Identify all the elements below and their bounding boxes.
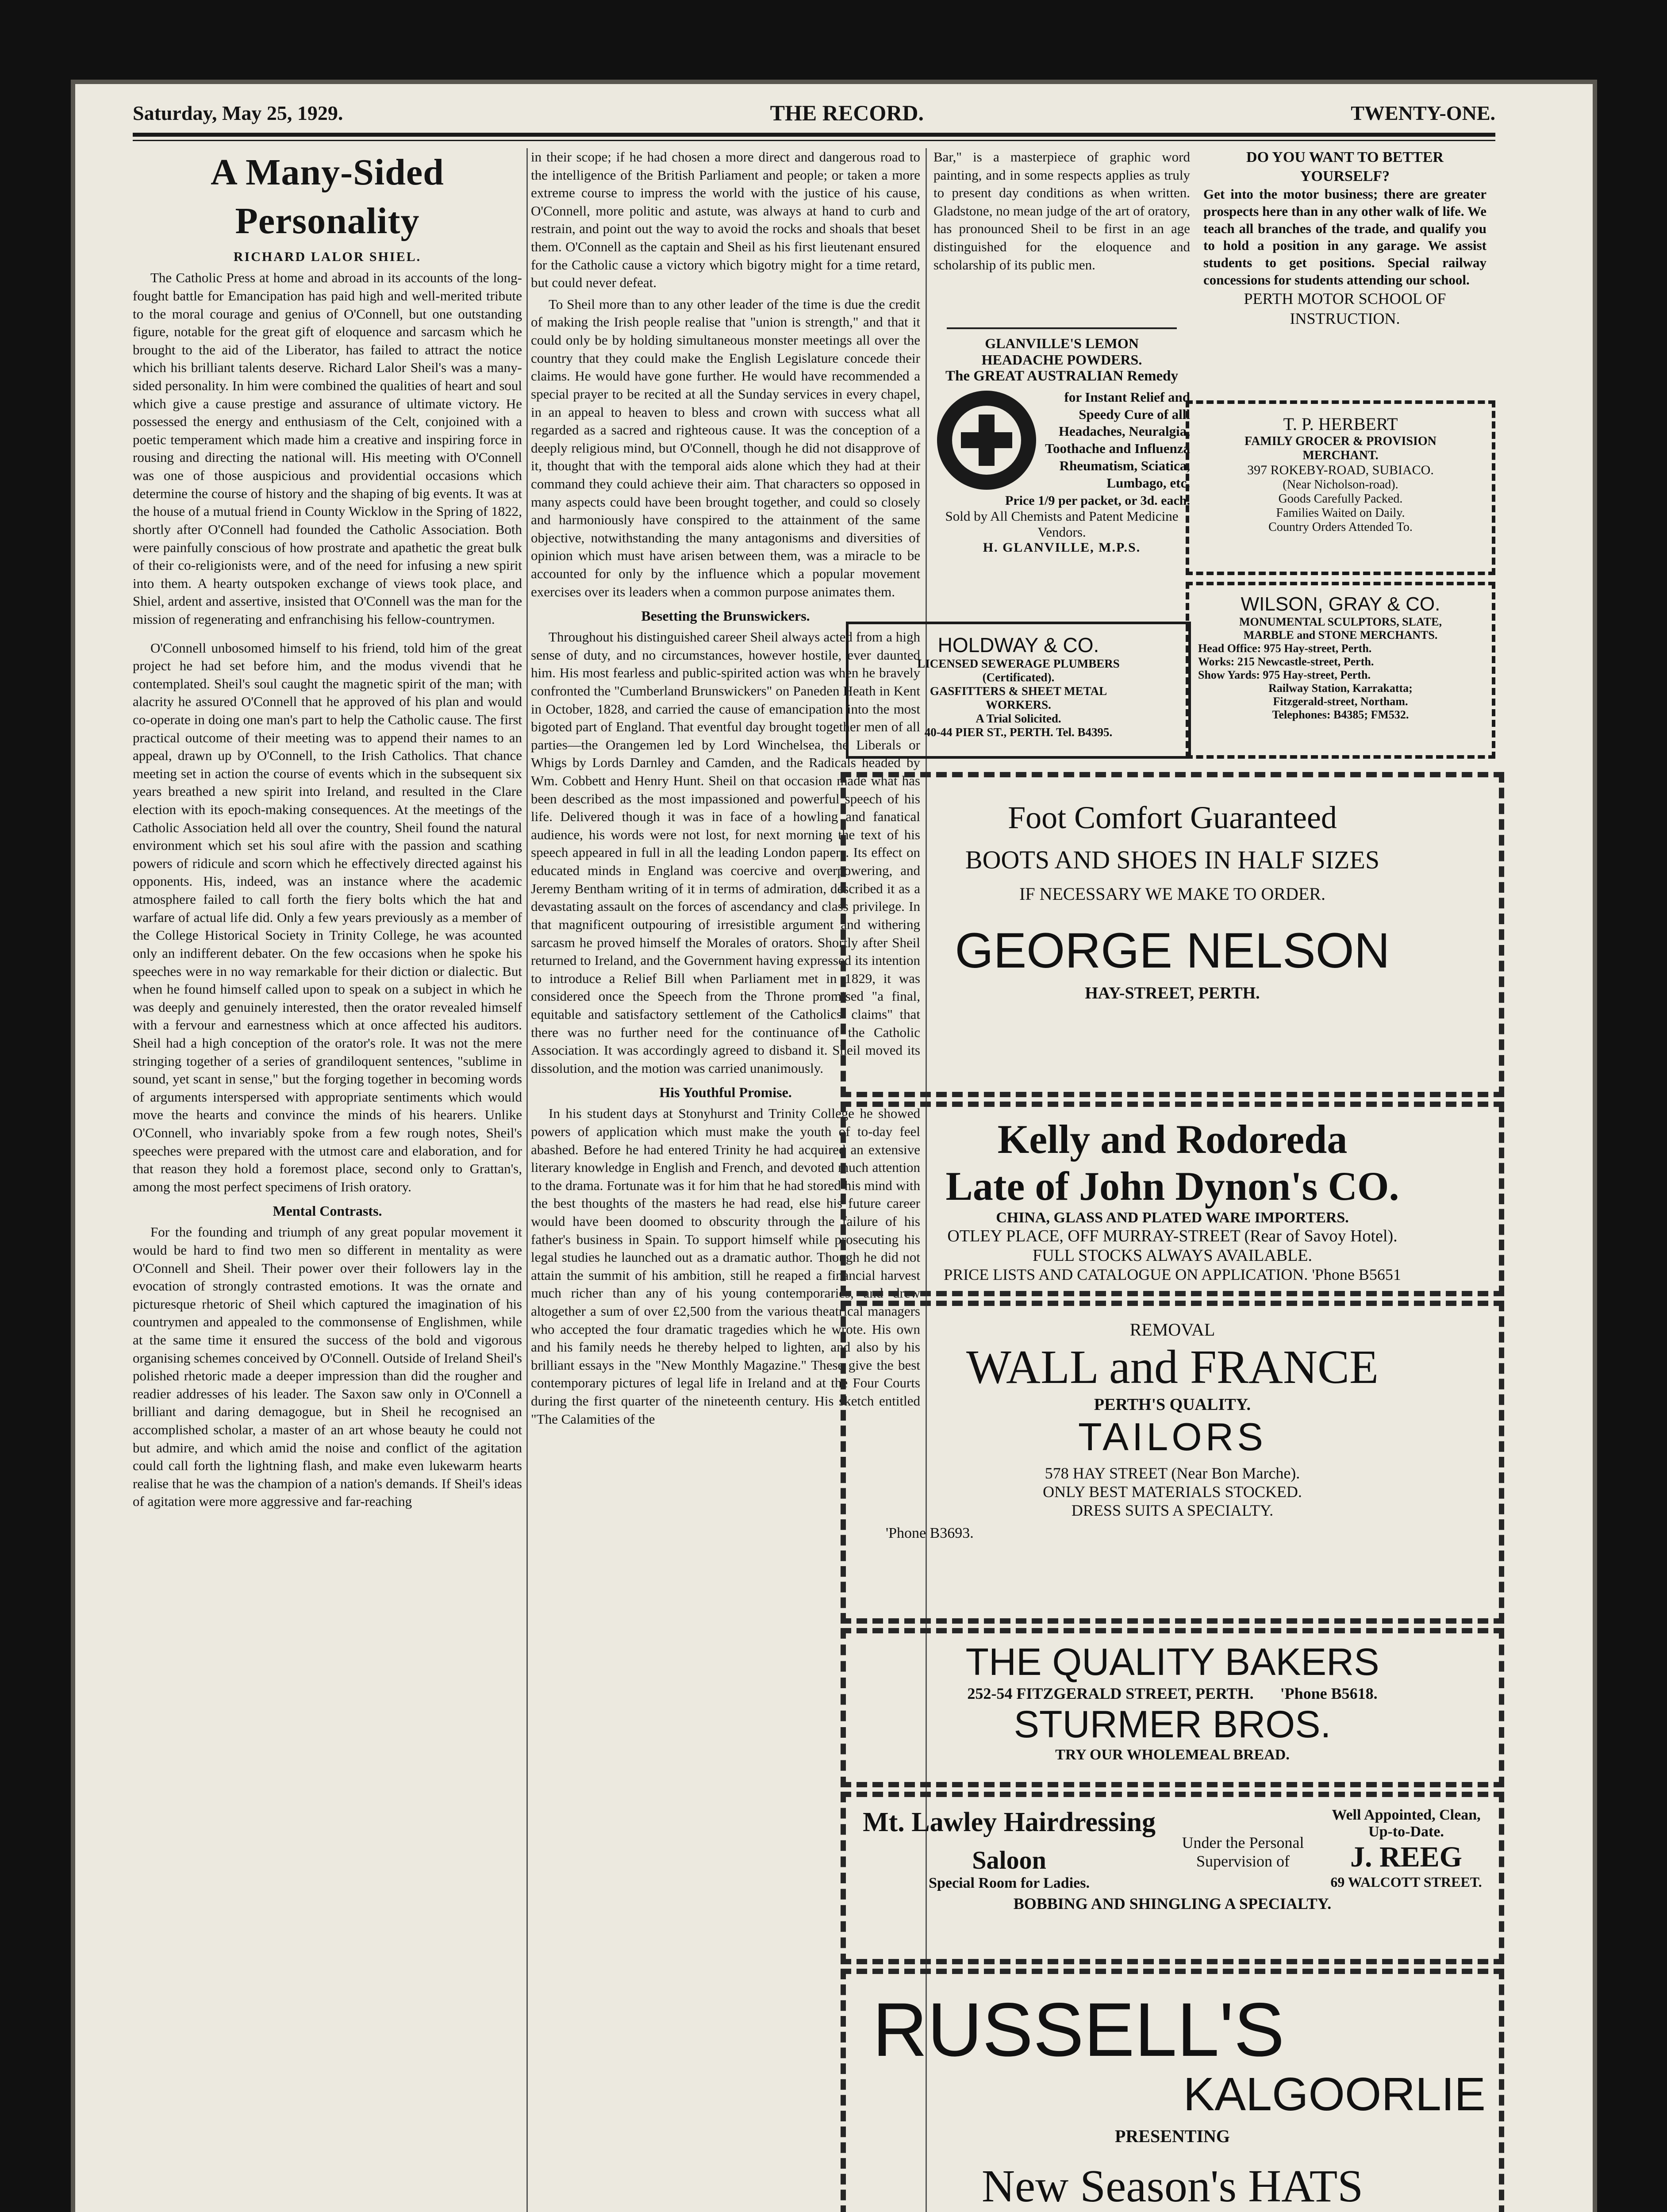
kelly-line-4: PRICE LISTS AND CATALOGUE ON APPLICATION. 'Phone B5651 [944,1266,1401,1283]
ad-holdway [846,622,1191,759]
article-paragraph: For the founding and triumph of any great popular movement it would be hard to find two men so different in mentality as were O'Connell and Sheil. Their power over their followers lay in the evocation of strongly contrasted emotions. It was the ornate and picturesque rhetoric of Sheil which captured the imagination of his countrymen and appealed to the commonsense of Englishmen, while at the same time it ensured the success of the bold and vigorous organising schemes conceived by O'Connell. Outside of Ireland Sheil's polished rhetoric made a deeper impression than did the rougher and readier addresses of his leader. The Saxon saw only in O'Connell a brilliant and daring demagogue, but in Sheil he recognised an accomplished scholar, a master of an art whose beauty he could not but admire, and which amid the noise and conflict of the agitation could call forth the lightning flash, and make even lukewarm hearts realise that he was the champion of a nation's demands. If Sheil's ideas of agitation were more aggressive and far-reaching [133,1224,522,1509]
holdway-line-6: 40-44 PIER ST., PERTH. Tel. B4395. [924,726,1113,739]
ad-wilson-gray [1186,582,1495,759]
holdway-line-3: GASFITTERS & SHEET METAL [930,684,1107,698]
article-paragraph: In his student days at Stonyhurst and Trinity College he showed powers of application which must make the youth of to-day feel abashed. Before he had entered Trinity he had acquired an extensive literary knowledge in English and French, and devoted much attention to the drama. Fortunate was it for him that he had stored his mind with the best thoughts of the masters he had read, else his future career would have been doomed to obscurity through the failure of his father's business in Spain. To support himself while prosecuting his legal studies he launched out as a dramatic author. Though he did not attain the summit of his ambition, still he reaped a financial harvest much richer than any of his young contemporaries, and drew altogether a sum of over £2,500 from the various theatrical managers who accepted the four dramatic tragedies which he wrote. His own and his family needs he thereby helped to lighten, and also by his brilliant essays in the "New Monthly Magazine." These give the best contemporary pictures of legal life in Ireland and at the Four Courts during the first quarter of the nineteenth century. His sketch entitled "The Calamities of the [531,1106,920,1427]
masthead-rule [133,133,1495,137]
ad-russells [841,1969,1504,2212]
article-headline: A Many-Sided Personality [211,152,444,242]
glanville-price: Price 1/9 per packet, or 3d. each. [1005,493,1190,508]
article-paragraph: O'Connell unbosomed himself to his friend, told him of the great project he had set before him, and the modus vivendi that he contemplated. Sheil's soul caught the magnetic spirit of the man; with alacrity he assured O'Connell that he approved of his plan and would co-operate in doing one man's part to help the Catholic cause. The first practical outcome of their meeting was to append their names to an appeal, drawn up by O'Connell, to the Irish Catholics. That chance meeting set in action the course of events which in the subsequent six years breathed a new spirit into Ireland, and resulted in the Clare election with its epoch-making consequences. At the meetings of the Catholic Association held all over the country, Sheil found the natural environment which set his soul afire with the passion and scathing powers of ridicule and scorn which he effectively directed against his opponents. His, indeed, was an instance where the academic atmosphere failed to call forth the fiery bolts which the hat and warfare of actual life did. Only a few years previously as a member of the College Historical Society in Trinity College, he was acounted only an indifferent debater. On the few occasions when he spoke his speeches were in no way remarkable for their diction or dialectic. But when he found himself called upon to speak on a subject in which he was deeply and genuinely interested, then the orator revealed himself with a fervour and earnestness which at once affected his auditors. Sheil had a high conception of the orator's role. It was not the mere stringing together of a series of grandiloquent sentences, "sublime in sound, yet scant in sense," but the forging together in becoming words of arguments interspersed with appropriate sentiments which would move the hearts and convince the minds of his hearers. Unlike O'Connell, who invariably spoke from a few rough notes, Sheil's speeches were prepared with the utmost care and elaboration, and for that reason they hold a foremost place, second only to Grattan's, among the most perfect specimens of Irish oratory. [133,640,522,1194]
reeg-name: J. REEG [1350,1841,1463,1873]
ad-quality-bakers [841,1628,1504,1787]
reeg-right-2: Up-to-Date. [1368,1824,1444,1840]
russells-town: KALGOORLIE [1183,2068,1486,2120]
glanville-sold: Sold by All Chemists and Patent Medicine Vendors. [945,508,1179,540]
subhead-brunswickers: Besetting the Brunswickers. [641,608,810,624]
russells-presenting: PRESENTING [1114,2126,1230,2146]
nelson-name: GEORGE NELSON [955,923,1390,978]
glanville-title-2: HEADACHE POWDERS. [981,352,1142,368]
ad-kelly-rodoreda [841,1102,1504,1296]
article-paragraph: To Sheil more than to any other leader of the time is due the credit of making the Irish people realise that "union is strength," and that it could only be by holding simultaneous monster meetings all over the country that they could make the English Legislature concede their claims. He would have gone further. He would have recommended a special prayer to be recited at all the Sunday services in every chapel, in an appeal to heaven to bless and crown with success what all regarded as a sacred and righteous cause. It was the conception of a deeply religious mind, but O'Connell, though he did not disapprove of it, thought that with the temporal aids alone which they had at their command they could achieve their aim. That characters so opposed in many aspects could have been brought together, and could so closely and harmoniously have conspired to the attainment of the same objective, notwithstanding the many antagonisms and diversities of opinion which must have arisen between them, was a miracle to be accounted for only by the influence which a popular movement exercises over its leaders when a common purpose animates them. [531,296,920,599]
article-column-1 [133,148,522,2212]
herbert-line-4: (Near Nicholson-road). [1283,478,1398,492]
russells-name: RUSSELL'S [872,1987,1285,2072]
divider [947,327,1177,329]
kelly-line-3: FULL STOCKS ALWAYS AVAILABLE. [1032,1246,1313,1265]
glanville-text: for Instant Relief and Speedy Cure of alll Headaches, Neuralgia, Toothache and Influenza Rheumatism, Sciatica, Lumbago, etc. [1045,389,1190,491]
wilson-line-8: Telephones: B4385; FM532. [1272,708,1409,721]
wilson-line-7: Fitzgerald-street, Northam. [1273,695,1408,708]
wall-quality: PERTH'S QUALITY. [1094,1395,1251,1414]
masthead-title: THE RECORD. [770,100,924,125]
holdway-line-4: WORKERS. [986,698,1051,711]
article-column-3 [933,148,1190,325]
motor-title-1: DO YOU WANT TO BETTER [1246,149,1444,165]
motor-text: Get into the motor business; there are greater prospects here than in any other walk of life. We teach all branches of the trade, and qualify you to hold a position in any garage. We assist students to get positions. Special railway concessions for students attending our school. [1203,186,1486,288]
wall-line-3: DRESS SUITS A SPECIALTY. [1071,1502,1274,1519]
reeg-right-1: Well Appointed, Clean, [1332,1807,1481,1823]
ad-herbert [1186,400,1495,575]
reeg-title-1: Mt. Lawley Hairdressing [863,1807,1156,1837]
kelly-line-2: OTLEY PLACE, OFF MURRAY-STREET (Rear of Savoy Hotel). [947,1227,1398,1245]
bakers-phone: 'Phone B5618. [1280,1685,1378,1702]
wilson-name: WILSON, GRAY & CO. [1241,593,1440,615]
reeg-middle-2: Supervision of [1196,1852,1290,1870]
wilson-line-2: MARBLE and STONE MERCHANTS. [1243,629,1438,641]
nelson-title-3: IF NECESSARY WE MAKE TO ORDER. [1019,884,1325,904]
herbert-line-5: Goods Carefully Packed. [1278,492,1403,506]
wilson-line-6: Railway Station, Karrakatta; [1268,682,1413,695]
kelly-title-1: Kelly and Rodoreda [997,1117,1348,1162]
herbert-line-3: 397 ROKEBY-ROAD, SUBIACO. [1247,463,1434,477]
wall-line-1: 578 HAY STREET (Near Bon Marche). [1045,1464,1300,1482]
russells-hats: New Season's HATS [981,2161,1364,2212]
bakers-tagline: TRY OUR WHOLEMEAL BREAD. [1055,1747,1290,1763]
wilson-line-5: Show Yards: 975 Hay-street, Perth. [1198,668,1371,681]
masthead [133,95,1495,131]
wall-name: WALL and FRANCE [966,1341,1379,1394]
article-byline: RICHARD LALOR SHIEL. [233,250,422,265]
glanville-maker: H. GLANVILLE, M.P.S. [983,540,1141,555]
bakers-address: 252-54 FITZGERALD STREET, PERTH. [967,1685,1254,1702]
nelson-title-2: BOOTS AND SHOES IN HALF SIZES [965,845,1380,874]
reeg-address: 69 WALCOTT STREET. [1330,1874,1482,1890]
wall-line-2: ONLY BEST MATERIALS STOCKED. [1043,1483,1302,1501]
herbert-name: T. P. HERBERT [1283,414,1398,434]
masthead-rule-thin [133,140,1495,141]
glanville-title-1: GLANVILLE'S LEMON [985,335,1139,351]
masthead-page: TWENTY-ONE. [1351,101,1495,124]
motor-school-name: PERTH MOTOR SCHOOL OF INSTRUCTION. [1244,289,1446,327]
article-paragraph: Throughout his distinguished career Sheil always acted from a high sense of duty, and no circumstances, however hostile, ever daunted him. His most fearless and public-spirited action was when he bravely confronted the "Cumberland Brunswickers" on Paneden Heath in Kent in October, 1828, and carried the cause of emancipation into the most bigoted part of England. That eventful day brought together men of all parties—the Orangemen led by Lord Winchelsea, the Liberals or Whigs by Lords Darnley and Camden, and the Radicals headed by Wm. Cobbett and Henry Hunt. Sheil on that occasion made what has been described as the most impassioned and powerful speech of his life. Delivered though it was in face of a howling and fanatical audience, his words were not lost, for next morning the text of his speech appeared in full in all the leading London papers. Its effect on educated minds in England was coercive and overpowering, and Jeremy Bentham writing of it in terms of admiration, described it as a devastating assault on the forces of ascendancy and class privilege. In that magnificent outpouring of irresistible argument and withering sarcasm he proved himself the Morales of orators. Shortly after Sheil returned to Ireland, and the Government having expressed its intention to introduce a Relief Bill when Parliament met in 1829, it was considered once the Speech from the Throne promised "a final, equitable and satisfactory settlement of the Catholics' claims" that there was no further need for the continuance of the Catholic Association. It was accordingly agreed to disband it. Sheil moved its dissolution, and the motion was carried unanimously. [531,629,920,1076]
wall-tailors: TAILORS [1078,1415,1267,1459]
bakers-name: STURMER BROS. [1014,1703,1331,1746]
holdway-line-5: A Trial Solicited. [976,712,1061,725]
herbert-line-1: FAMILY GROCER & PROVISION [1244,434,1437,448]
herbert-line-6: Families Waited on Daily. [1276,506,1405,520]
security-seal-icon [933,387,1040,493]
ad-motor-school [1203,148,1486,389]
herbert-line-7: Country Orders Attended To. [1268,520,1413,534]
wall-phone: 'Phone B3693. [886,1525,974,1541]
holdway-line-2: (Certificated). [982,671,1055,684]
reeg-tagline: BOBBING AND SHINGLING A SPECIALTY. [1013,1895,1332,1912]
nelson-address: HAY-STREET, PERTH. [1085,984,1260,1002]
masthead-date: Saturday, May 25, 1929. [133,101,343,124]
ad-reeg-hairdressing [841,1792,1504,1964]
glanville-line-1: The GREAT AUSTRALIAN Remedy [945,368,1178,384]
bakers-title: THE QUALITY BAKERS [965,1641,1379,1683]
subhead-mental-contrasts: Mental Contrasts. [273,1203,382,1219]
wilson-line-4: Works: 215 Newcastle-street, Perth. [1198,655,1374,668]
holdway-name: HOLDWAY & CO. [937,634,1099,657]
ad-glanville [933,327,1190,615]
wilson-line-1: MONUMENTAL SCULPTORS, SLATE, [1239,615,1442,628]
subhead-youthful-promise: His Youthful Promise. [659,1084,792,1101]
article-paragraph: Bar," is a masterpiece of graphic word painting, and in some respects applies as truly to present day conditions as when written. Gladstone, no mean judge of the art of oratory, has pronounced Sheil to be first in an age distinguished for the eloquence and scholarship of its public men. [933,149,1190,273]
reeg-middle-1: Under the Personal [1182,1834,1304,1851]
ad-wall-france [841,1301,1504,1624]
holdway-line-1: LICENSED SEWERAGE PLUMBERS [917,657,1120,670]
wall-removal: REMOVAL [1129,1320,1215,1340]
kelly-title-2: Late of John Dynon's CO. [945,1164,1399,1209]
kelly-line-1: CHINA, GLASS AND PLATED WARE IMPORTERS. [996,1210,1349,1226]
wilson-line-3: Head Office: 975 Hay-street, Perth. [1198,642,1372,655]
motor-title-2: YOURSELF? [1300,168,1390,184]
reeg-title-2: Saloon [972,1846,1046,1874]
nelson-title-1: Foot Comfort Guaranteed [1008,800,1337,835]
ad-george-nelson [841,772,1504,1097]
article-paragraph: in their scope; if he had chosen a more direct and dangerous road to the intelligence of the British Parliament and people; or taken a more extreme course to impress the world with the justice of his cause, O'Connell, more politic and astute, was always at hand to curb and restrain, and point out the way to avoid the rocks and shoals that beset them. O'Connell as the captain and Sheil as his first lieutenant ensured for the Catholic cause a victory which bigotry might for a time retard, but could never defeat. [531,149,920,291]
column-rule [526,148,528,2212]
herbert-line-2: MERCHANT. [1302,449,1379,462]
reeg-line-1: Special Room for Ladies. [929,1875,1090,1891]
article-paragraph: The Catholic Press at home and abroad in its accounts of the long-fought battle for Emancipation has paid high and well-merited tribute to the moral courage and genius of O'Connell, but one outstanding figure, notable for the great gift of eloquence and sarcasm which he brought to the aid of the Liberator, has failed to attract the notice which his brilliant talents deserve. Richard Lalor Sheil's was a many-sided personality. In him were combined the qualities of heart and soul which give a cause prestige and assurance of ultimate victory. He possessed the energy and enthusiasm of the Celt, conjoined with a poetic temperament which made him a creative and inspiring force in rousing and directing the national will. His meeting with O'Connell was one of those auspicious and providential occasions which determine the course of history and the shaping of big events. It was at the house of a mutual friend in County Wicklow in the Spring of 1822, shortly after O'Connell had founded the Catholic Association. Both were painfully conscious of how prostrate and apathetic the great bulk of their co-religionists were, and of the need for infusing a new spirit into them. A hearty outspoken exchange of views took place, and Shiel, ardent and assertive, insisted that O'Connell was the man for the mission of regenerating and enfranchising his fellow-countrymen. [133,270,522,627]
